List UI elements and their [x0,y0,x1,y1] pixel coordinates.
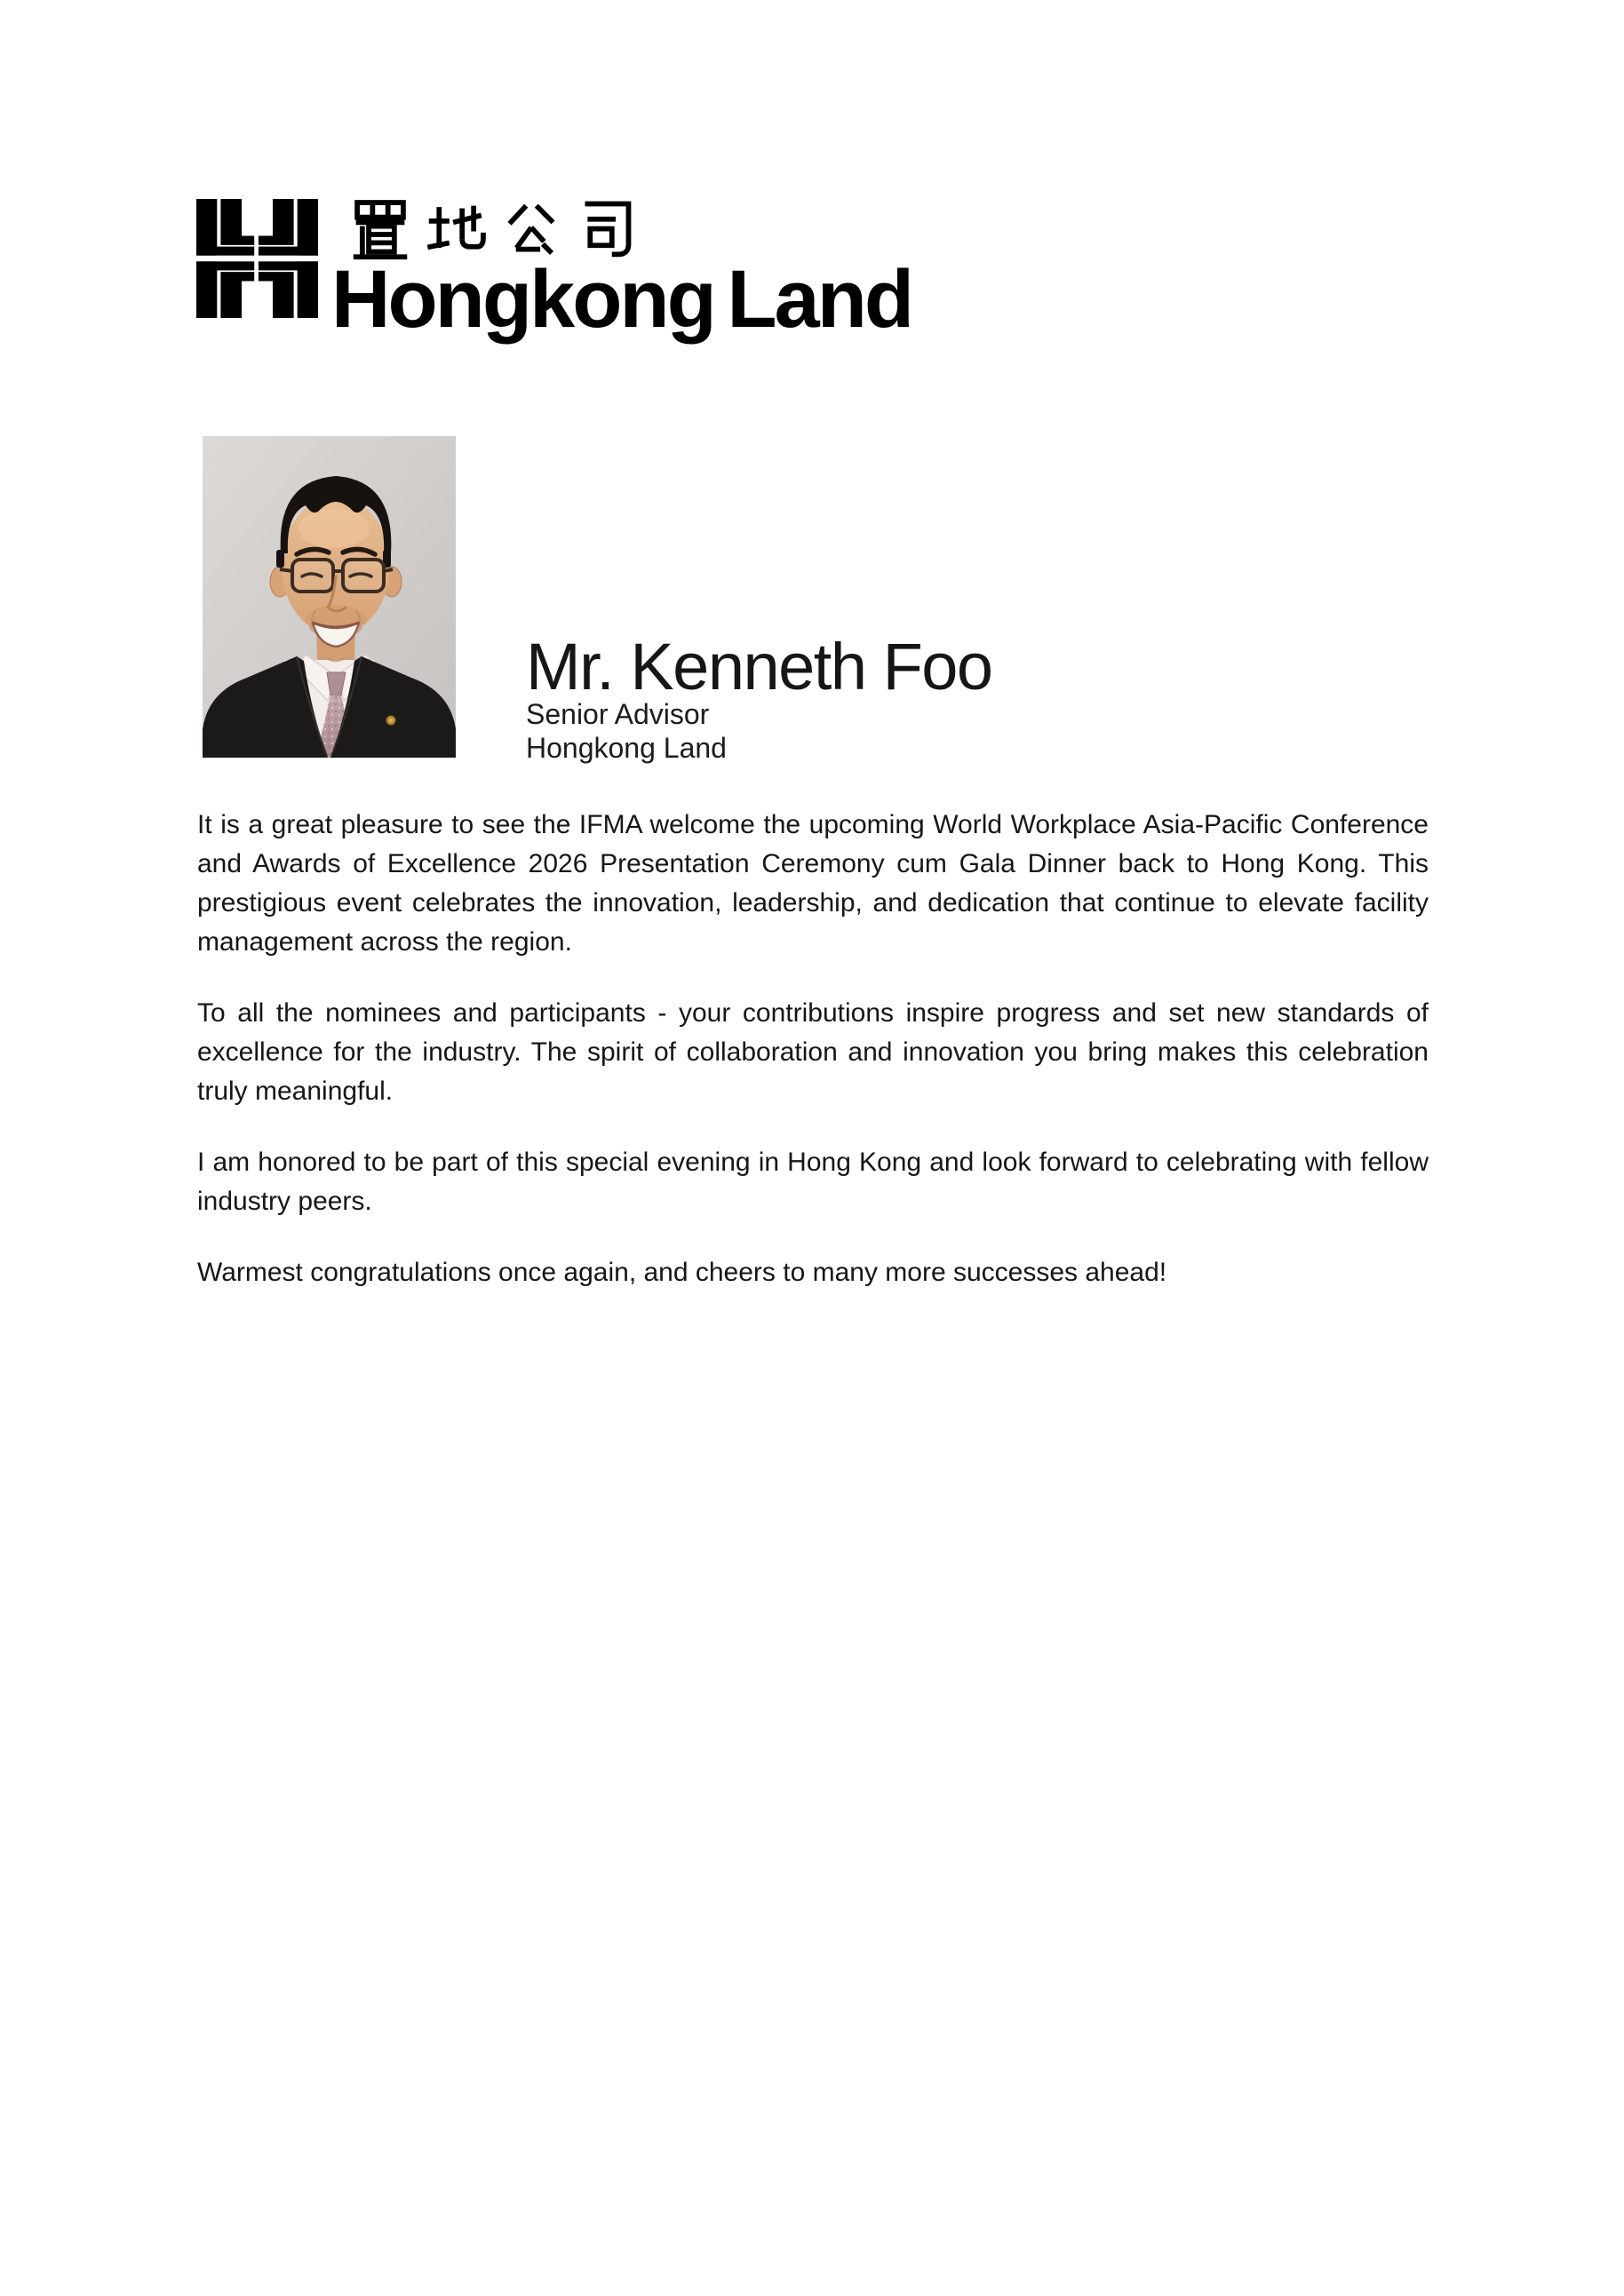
message-body [197,806,1429,1292]
hongkong-land-logo-icon [196,199,318,322]
person-company: Hongkong Land [526,732,727,764]
message-paragraph-2: To all the nominees and participants - your contributions inspire progress and set new standards of excellence for the industry. The spirit of collaboration and innovation you bring makes this celebration truly meaningful. [197,998,1429,1106]
message-paragraph-1: It is a great pleasure to see the IFMA welcome the upcoming World Workplace Asia-Pacific Conference and Awards of Excellence 2026 Presentation Ceremony cum Gala Dinner back to Hong Kong. This prestigious event celebrates the innovation, leadership, and dedication that continue to elevate facility management across the region. [197,810,1429,957]
portrait-photo [203,436,456,758]
brand-wordmark: Hongkong Land [331,254,912,345]
person-title: Senior Advisor [526,698,710,730]
person-name: Mr. Kenneth Foo [526,630,992,703]
brand-header [196,199,960,359]
message-paragraph-3: I am honored to be part of this special evening in Hong Kong and look forward to celebrating with fellow industry peers. [197,1148,1429,1216]
message-paragraph-4: Warmest congratulations once again, and cheers to many more successes ahead! [197,1258,1167,1287]
